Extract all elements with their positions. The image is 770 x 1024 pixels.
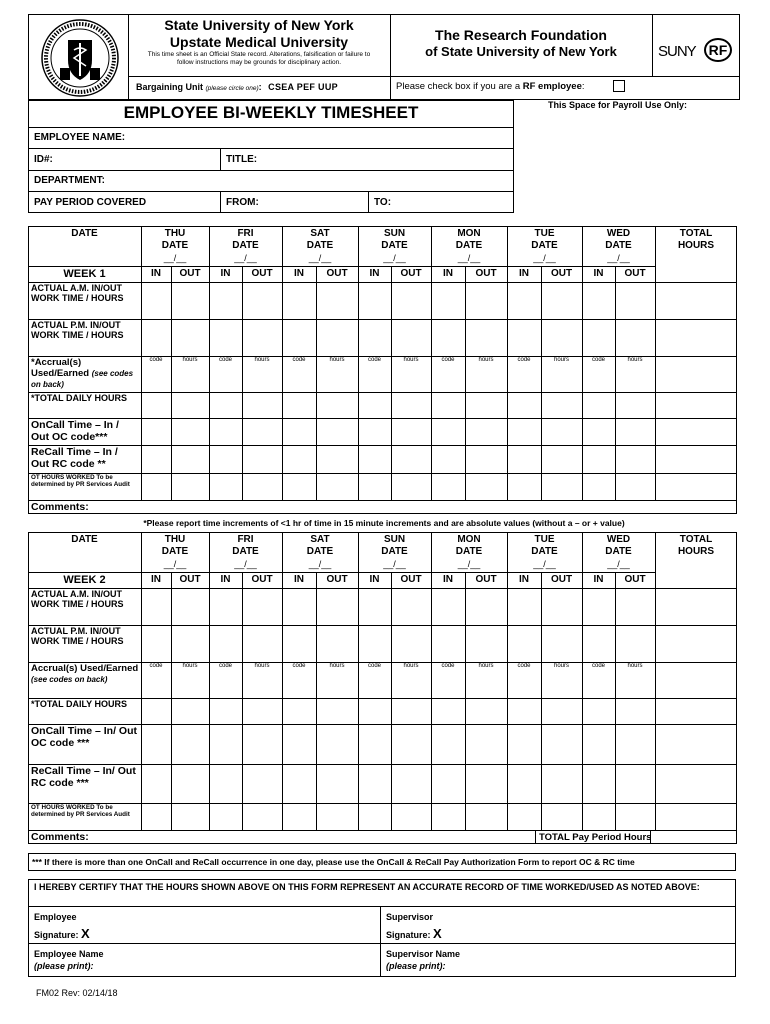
bargaining-unit-label: Bargaining Unit (136, 82, 203, 92)
accrual-label: *Accrual(s) Used/Earned (31, 357, 90, 379)
week2-day-date-label: DATE (381, 546, 408, 557)
week1-day-sat: SAT (310, 228, 330, 239)
employee-name-label[interactable]: EMPLOYEE NAME: (34, 132, 126, 143)
week2-day-date-label: DATE (605, 546, 632, 557)
week1-date-slot[interactable]: __/__ (383, 253, 406, 263)
accrual-see-codes: (see codes on back) (31, 369, 134, 389)
rf-check-bold: RF employee (522, 81, 582, 92)
rf-name-line2: of State University of New York (425, 44, 617, 59)
employee-please-print: (please print): (34, 961, 94, 971)
week2-day-wed: WED (606, 534, 631, 545)
week2-day-thu: THU (164, 534, 186, 545)
week1-in-header: IN (443, 268, 453, 279)
week2-row-accrual (31, 663, 140, 685)
employee-x-mark: X (81, 926, 90, 941)
supervisor-signature-label[interactable]: Signature: (386, 930, 431, 940)
week2-code-cell[interactable]: code (367, 663, 381, 669)
week1-day-wed: WED (606, 228, 631, 239)
university-name-line1: State University of New York (164, 17, 354, 33)
week2-day-tue: TUE (534, 534, 555, 545)
supervisor-please-print: (please print): (386, 961, 446, 971)
week2-day-date-label: DATE (232, 546, 259, 557)
to-label[interactable]: TO: (374, 197, 392, 208)
week1-code-cell[interactable]: code (149, 357, 163, 363)
id-label[interactable]: ID#: (34, 154, 53, 165)
week2-hours-cell[interactable]: hours (478, 663, 494, 669)
week1-row-total_daily: *TOTAL DAILY HOURS (31, 393, 128, 403)
week2-row-ot: OT HOURS WORKED To be determined by PR Services Audit (31, 804, 130, 819)
week1-day-mon: MON (457, 228, 481, 239)
week1-out-header: OUT (400, 268, 422, 279)
week2-row-total_daily: *TOTAL DAILY HOURS (31, 699, 128, 709)
week2-code-cell[interactable]: code (292, 663, 306, 669)
supervisor-name-print-label[interactable]: Supervisor Name (386, 949, 461, 959)
hours-label: HOURS (677, 546, 715, 557)
week1-code-cell[interactable]: code (441, 357, 455, 363)
week2-out-header: OUT (624, 574, 646, 585)
week1-out-header: OUT (624, 268, 646, 279)
week1-out-header: OUT (179, 268, 201, 279)
week1-hours-cell[interactable]: hours (553, 357, 569, 363)
week2-in-header: IN (593, 574, 604, 585)
supervisor-x-mark: X (433, 926, 442, 941)
week2-date-header: DATE (71, 534, 98, 545)
bargaining-unit-hint: (please circle one) (205, 85, 259, 92)
week1-day-tue: TUE (534, 228, 555, 239)
week2-in-header: IN (443, 574, 453, 585)
official-record-notice: This time sheet is an Official State record. Alterations, falsification or failure to follow instructions may be grounds for disciplinary action. (147, 51, 371, 66)
total-label: TOTAL (679, 534, 713, 545)
week1-in-header: IN (369, 268, 380, 279)
week1-date-slot[interactable]: __/__ (234, 253, 257, 263)
week1-row-ot: OT HOURS WORKED To be determined by PR Services Audit (31, 474, 130, 489)
week2-row-am: ACTUAL A.M. IN/OUT WORK TIME / HOURS (31, 589, 124, 609)
week1-row-oncall: OnCall Time – In / Out OC code*** (31, 419, 119, 443)
rf-check-suffix: : (581, 81, 585, 92)
week1-out-header: OUT (475, 268, 497, 279)
week1-hours-cell[interactable]: hours (254, 357, 270, 363)
week2-code-cell[interactable]: code (218, 663, 232, 669)
suny-rf-logo (658, 38, 738, 64)
week2-in-header: IN (294, 574, 304, 585)
week2-hours-cell[interactable]: hours (403, 663, 419, 669)
week1-day-sun: SUN (383, 228, 406, 239)
week1-day-date-label: DATE (455, 240, 483, 251)
week1-date-slot[interactable]: __/__ (607, 253, 630, 263)
rf-check-prefix: Please check box if you are a (396, 81, 523, 92)
week1-out-header: OUT (251, 268, 273, 279)
week1-total-hours-header (655, 228, 737, 252)
week2-hours-cell[interactable]: hours (553, 663, 569, 669)
university-seal-logo (40, 18, 120, 98)
week1-in-header: IN (294, 268, 304, 279)
week1-hours-cell[interactable]: hours (627, 357, 643, 363)
week1-code-cell[interactable]: code (367, 357, 381, 363)
week2-out-header: OUT (475, 574, 497, 585)
employee-label: Employee (34, 912, 77, 922)
certify-statement: I HEREBY CERTIFY THAT THE HOURS SHOWN ABOVE ON THIS FORM REPRESENT AN ACCURATE RECORD OF TIME WORKED/USED AS NOTED ABOVE: (34, 882, 700, 892)
week2-day-mon: MON (457, 534, 481, 545)
week1-row-am: ACTUAL A.M. IN/OUT WORK TIME / HOURS (31, 283, 124, 303)
accrual-see-codes: (see codes on back) (31, 675, 108, 684)
week2-date-slot[interactable]: __/__ (457, 559, 481, 569)
rf-employee-checkbox[interactable] (613, 80, 625, 92)
week2-row-oncall: OnCall Time – In/ Out OC code *** (31, 725, 137, 749)
week1-day-thu: THU (164, 228, 186, 239)
week2-date-slot[interactable]: __/__ (163, 559, 187, 569)
increments-note: *Please report time increments of <1 hr of time in 15 minute increments and are absolute values (without a – or + value) (143, 518, 625, 528)
week2-row-pm: ACTUAL P.M. IN/OUT WORK TIME / HOURS (31, 626, 124, 646)
total-label: TOTAL (679, 228, 713, 239)
week1-date-slot[interactable]: __/__ (457, 253, 481, 263)
week1-hours-cell[interactable]: hours (403, 357, 419, 363)
form-title: EMPLOYEE BI-WEEKLY TIMESHEET (123, 103, 419, 122)
week2-day-date-label: DATE (531, 546, 558, 557)
week2-code-cell[interactable]: code (149, 663, 163, 669)
week2-day-sat: SAT (310, 534, 330, 545)
week2-day-date-label: DATE (455, 546, 483, 557)
week1-day-date-label: DATE (306, 240, 334, 251)
week2-date-slot[interactable]: __/__ (533, 559, 556, 569)
week1-code-cell[interactable]: code (292, 357, 306, 363)
university-name-line2: Upstate Medical University (169, 34, 349, 50)
week1-code-cell[interactable]: code (591, 357, 605, 363)
from-label[interactable]: FROM: (226, 197, 259, 208)
bargaining-unit-row: Bargaining Unit (please circle one): CSEA PEF UUP (136, 82, 338, 92)
week1-day-date-label: DATE (161, 240, 189, 251)
week1-date-slot[interactable]: __/__ (308, 253, 332, 263)
hours-label: HOURS (677, 240, 715, 251)
payroll-use-note: This Space for Payroll Use Only: (548, 100, 688, 110)
week2-date-slot[interactable]: __/__ (383, 559, 406, 569)
week1-date-slot[interactable]: __/__ (163, 253, 187, 263)
week2-date-slot[interactable]: __/__ (234, 559, 257, 569)
week1-row-accrual (31, 357, 140, 390)
week1-in-header: IN (519, 268, 529, 279)
week1-hours-cell[interactable]: hours (478, 357, 494, 363)
week1-hours-cell[interactable]: hours (182, 357, 198, 363)
week2-in-header: IN (151, 574, 161, 585)
week1-hours-cell[interactable]: hours (329, 357, 345, 363)
form-revision: FM02 Rev: 02/14/18 (36, 988, 118, 998)
employee-signature-label[interactable]: Signature: (34, 930, 79, 940)
week2-hours-cell[interactable]: hours (182, 663, 198, 669)
week1-comments-label[interactable]: Comments: (31, 501, 89, 513)
week1-row-pm: ACTUAL P.M. IN/OUT WORK TIME / HOURS (31, 320, 124, 340)
department-label[interactable]: DEPARTMENT: (34, 175, 105, 186)
week2-in-header: IN (220, 574, 231, 585)
employee-name-print-label[interactable]: Employee Name (34, 949, 104, 959)
week1-out-header: OUT (550, 268, 573, 279)
week2-out-header: OUT (251, 574, 273, 585)
week2-in-header: IN (519, 574, 529, 585)
week2-code-cell[interactable]: code (591, 663, 605, 669)
week2-out-header: OUT (179, 574, 201, 585)
week2-hours-cell[interactable]: hours (329, 663, 345, 669)
week1-day-fri: FRI (237, 228, 254, 239)
week2-out-header: OUT (400, 574, 422, 585)
week2-hours-cell[interactable]: hours (627, 663, 643, 669)
week1-out-header: OUT (326, 268, 348, 279)
accrual-label: Accrual(s) Used/Earned (31, 663, 139, 674)
week2-row-recall: ReCall Time – In/ Out RC code *** (31, 765, 136, 789)
week2-code-cell[interactable]: code (517, 663, 531, 669)
week1-in-header: IN (220, 268, 231, 279)
week2-label: WEEK 2 (63, 574, 106, 586)
week1-day-date-label: DATE (605, 240, 632, 251)
week1-date-slot[interactable]: __/__ (533, 253, 556, 263)
title-label[interactable]: TITLE: (226, 154, 258, 165)
week2-day-date-label: DATE (161, 546, 189, 557)
week2-day-fri: FRI (237, 534, 254, 545)
week2-hours-cell[interactable]: hours (254, 663, 270, 669)
pay-period-label: PAY PERIOD COVERED (34, 197, 147, 208)
week2-day-date-label: DATE (306, 546, 334, 557)
week2-date-slot[interactable]: __/__ (607, 559, 630, 569)
week2-out-header: OUT (550, 574, 573, 585)
week1-code-cell[interactable]: code (517, 357, 531, 363)
week2-code-cell[interactable]: code (441, 663, 455, 669)
week2-total-hours-header (655, 534, 737, 558)
week1-in-header: IN (593, 268, 604, 279)
rf-employee-check-row (396, 81, 726, 92)
week1-code-cell[interactable]: code (218, 357, 232, 363)
oncall-note: *** If there is more than one OnCall and ReCall occurrence in one day, please use the OnCall & ReCall Pay Authorization Form to report OC & RC time (32, 857, 635, 867)
bargaining-unit-options[interactable]: CSEA PEF UUP (268, 82, 338, 92)
rf-logo-text: RF (704, 38, 732, 62)
week1-day-date-label: DATE (531, 240, 558, 251)
week1-label: WEEK 1 (63, 268, 106, 280)
rf-name-line1: The Research Foundation (435, 27, 607, 43)
total-pay-period-hours[interactable]: TOTAL Pay Period Hours (539, 832, 652, 843)
week2-out-header: OUT (326, 574, 348, 585)
week1-date-header: DATE (71, 228, 98, 239)
week2-in-header: IN (369, 574, 380, 585)
supervisor-label: Supervisor (386, 912, 434, 922)
week1-in-header: IN (151, 268, 161, 279)
suny-logo-text: SUNY (658, 43, 696, 60)
week2-comments-label[interactable]: Comments: (31, 831, 89, 843)
week1-day-date-label: DATE (232, 240, 259, 251)
week1-row-recall: ReCall Time – In / Out RC code ** (31, 446, 118, 470)
week2-date-slot[interactable]: __/__ (308, 559, 332, 569)
week2-day-sun: SUN (383, 534, 406, 545)
week1-day-date-label: DATE (381, 240, 408, 251)
